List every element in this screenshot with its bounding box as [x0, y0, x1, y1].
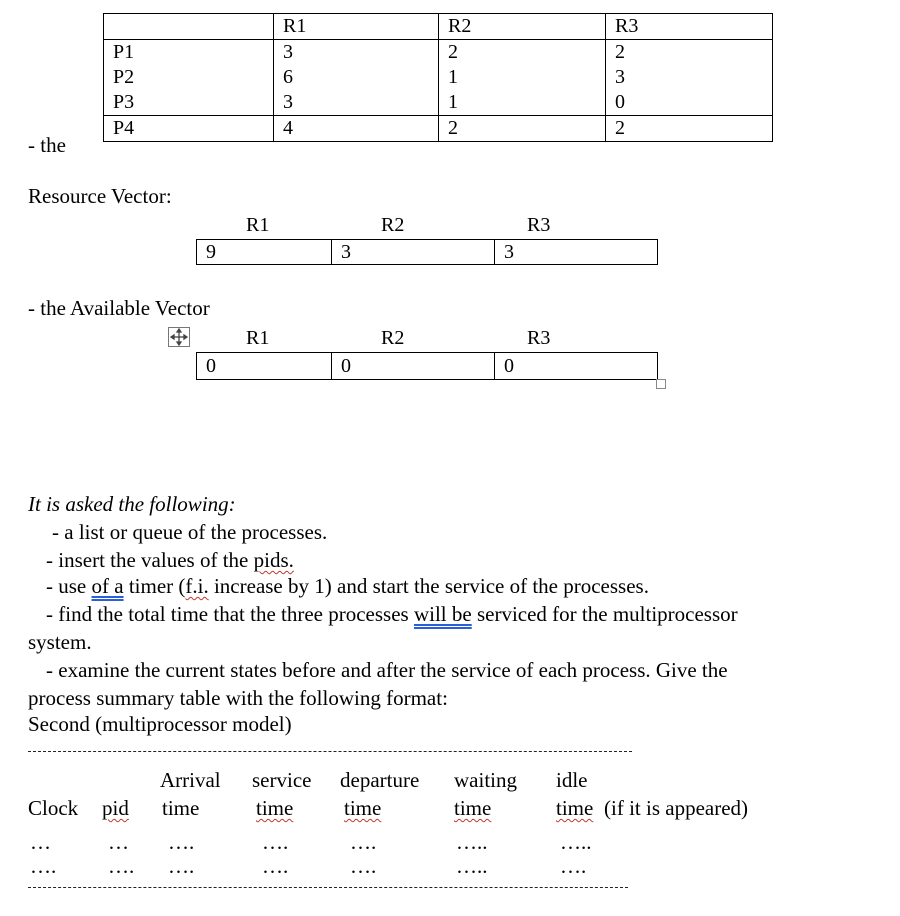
col-service-top: service [252, 768, 312, 792]
resource-header-r2: R2 [381, 214, 405, 236]
process-cell: P3 [104, 90, 274, 116]
available-header-r1: R1 [246, 327, 270, 349]
col-arrival-bottom: time [162, 796, 200, 820]
value-cell: 1 [439, 65, 606, 90]
value-cell: 2 [439, 40, 606, 66]
allocation-table [103, 13, 773, 142]
col-service-bottom: time [256, 796, 294, 820]
task-intro: It is asked the following: [28, 492, 236, 516]
table-row [104, 40, 773, 66]
row1-clock: … [30, 830, 51, 854]
row1-service: …. [262, 830, 289, 854]
col-pid: pid [102, 796, 129, 820]
row2-service: …. [262, 854, 289, 878]
value-cell: 4 [274, 116, 439, 142]
col-departure-top: departure [340, 768, 420, 792]
dashed-divider-bottom [28, 887, 628, 888]
row1-waiting: ….. [456, 830, 488, 854]
table-row [104, 65, 773, 90]
row1-idle: ….. [560, 830, 592, 854]
header-cell: R1 [274, 14, 439, 40]
col-waiting-bottom: time [454, 796, 492, 820]
resource-value-r1: 9 [206, 241, 216, 263]
value-cell: 0 [606, 90, 773, 116]
table-move-handle-icon[interactable] [168, 327, 190, 347]
task-line-5-cont: process summary table with the following format: [28, 686, 448, 710]
resource-vector-title: Resource Vector: [28, 184, 172, 208]
header-cell: R2 [439, 14, 606, 40]
row1-pid: … [108, 830, 129, 854]
col-idle-note: (if it is appeared) [604, 796, 749, 820]
col-idle-top: idle [556, 768, 588, 792]
available-value-r3: 0 [494, 353, 664, 379]
process-cell: P1 [104, 40, 274, 66]
value-cell: 3 [274, 90, 439, 116]
col-clock: Clock [28, 796, 79, 820]
row2-waiting: ….. [456, 854, 488, 878]
table-resize-handle[interactable] [656, 379, 666, 389]
table-prefix: - the [28, 133, 66, 157]
value-cell: 3 [606, 65, 773, 90]
available-value-r1: 0 [206, 355, 216, 377]
table-row [104, 116, 773, 142]
available-value-r2: 0 [331, 353, 501, 379]
col-waiting-top: waiting [454, 768, 517, 792]
row2-idle: …. [560, 854, 587, 878]
value-cell: 6 [274, 65, 439, 90]
col-departure-bottom: time [344, 796, 382, 820]
process-cell: P2 [104, 65, 274, 90]
task-line-4-cont: system. [28, 630, 92, 654]
available-header-r2: R2 [381, 327, 405, 349]
value-cell: 1 [439, 90, 606, 116]
table-header-row [104, 14, 773, 40]
value-cell: 2 [606, 40, 773, 66]
row1-arrival: …. [168, 830, 195, 854]
col-arrival-top: Arrival [160, 768, 221, 792]
task-line-3: - use of a timer (f.i. increase by 1) and start the service of the processes. [46, 574, 649, 598]
row2-departure: …. [350, 854, 377, 878]
available-vector-title: - the Available Vector [28, 296, 210, 320]
resource-value-r3: 3 [494, 240, 664, 264]
available-header-r3: R3 [527, 327, 551, 349]
row2-arrival: …. [168, 854, 195, 878]
value-cell: 3 [274, 40, 439, 66]
available-vector-box [196, 352, 658, 380]
task-line-4: - find the total time that the three processes will be serviced for the multiprocessor [46, 602, 738, 626]
resource-header-r1: R1 [246, 214, 270, 236]
dashed-divider-top [28, 751, 632, 752]
task-line-2: - insert the values of the pids. [46, 548, 294, 572]
table-row [104, 90, 773, 116]
header-cell: R3 [606, 14, 773, 40]
header-cell [104, 14, 274, 40]
task-line-1: - a list or queue of the processes. [52, 520, 328, 544]
row2-clock: …. [30, 854, 57, 878]
value-cell: 2 [439, 116, 606, 142]
resource-value-r2: 3 [331, 240, 501, 264]
resource-header-r3: R3 [527, 214, 551, 236]
task-line-6: Second (multiprocessor model) [28, 712, 292, 736]
task-line-5: - examine the current states before and after the service of each process. Give the [46, 658, 728, 682]
col-idle-bottom: time [556, 796, 594, 820]
process-cell: P4 [104, 116, 274, 142]
row1-departure: …. [350, 830, 377, 854]
resource-vector-box [196, 239, 658, 265]
value-cell: 2 [606, 116, 773, 142]
row2-pid: …. [108, 854, 135, 878]
